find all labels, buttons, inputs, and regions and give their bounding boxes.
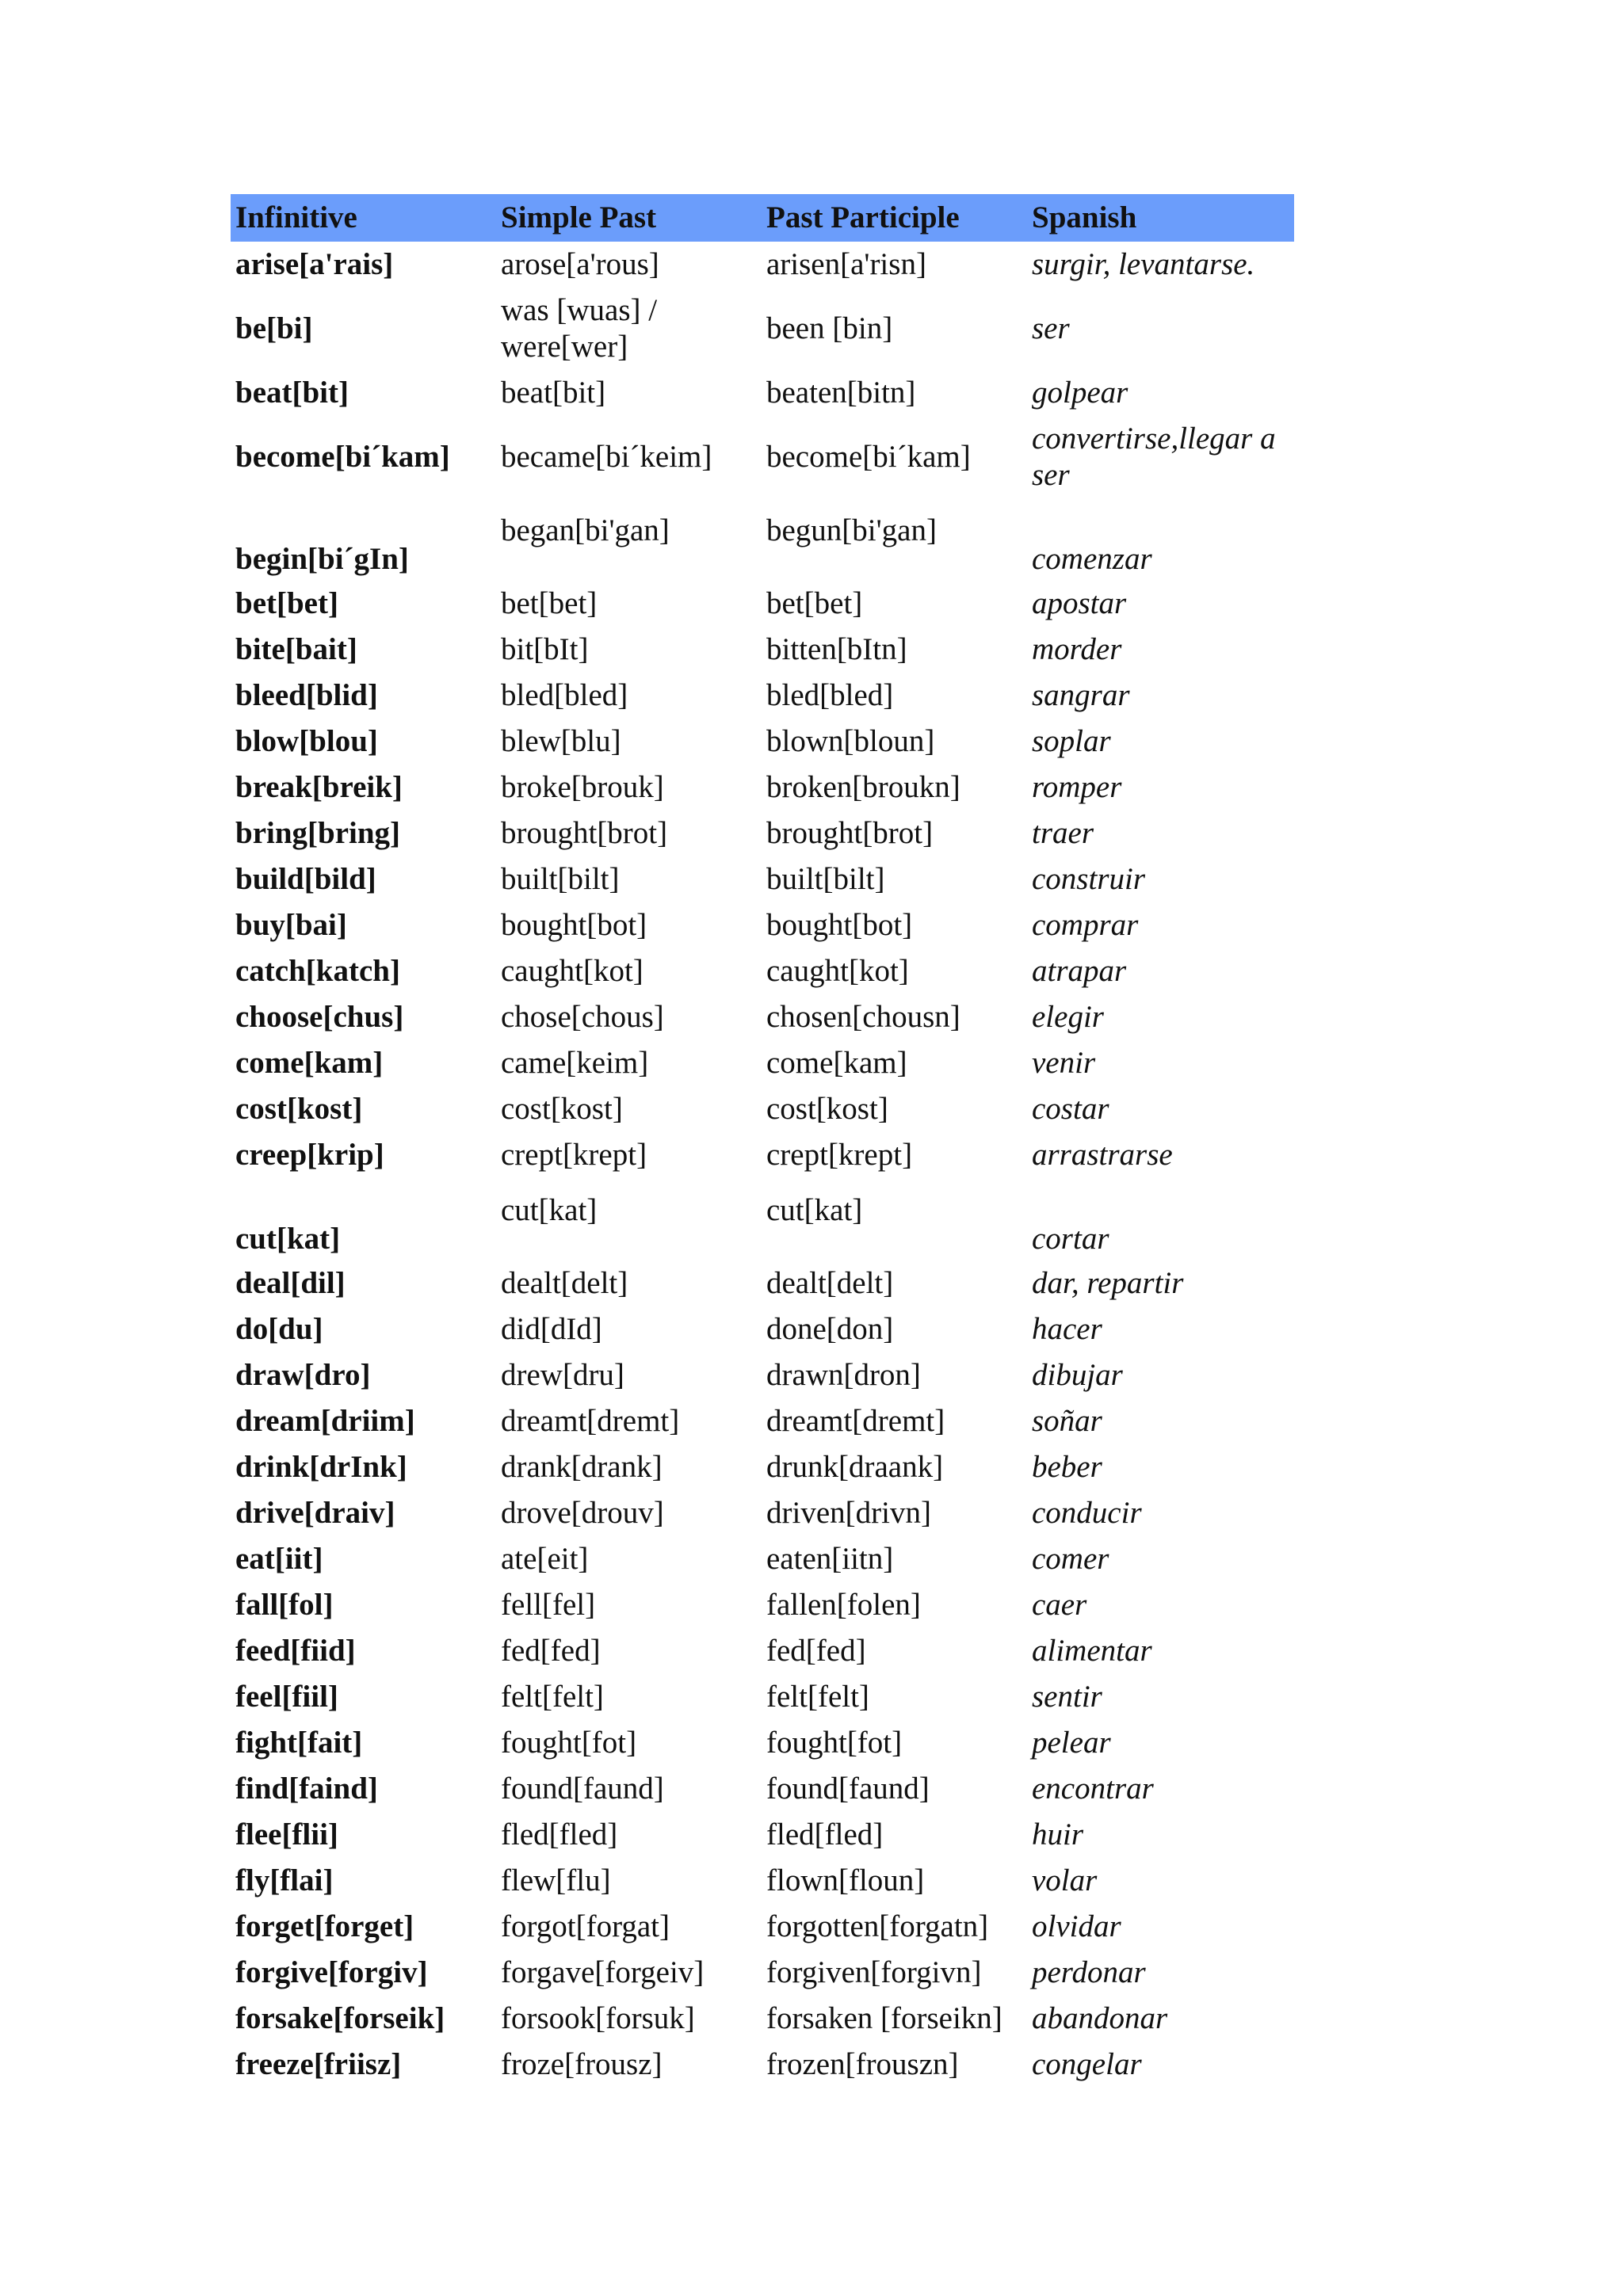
simple-past-cell: drove[drouv] bbox=[501, 1496, 664, 1530]
table-row bbox=[231, 902, 1294, 948]
past-participle-cell: broken[broukn] bbox=[766, 770, 960, 804]
spanish-cell: caer bbox=[1032, 1588, 1087, 1622]
simple-past-cell: dreamt[dremt] bbox=[501, 1404, 680, 1438]
simple-past-cell: fought[fot] bbox=[501, 1726, 637, 1760]
infinitive-cell: draw[dro] bbox=[235, 1358, 371, 1392]
infinitive-cell: cost[kost] bbox=[235, 1092, 363, 1126]
spanish-cell: costar bbox=[1032, 1092, 1109, 1126]
spanish-cell: comer bbox=[1032, 1542, 1109, 1576]
table-row bbox=[231, 498, 1294, 581]
past-participle-cell: bet[bet] bbox=[766, 586, 863, 620]
infinitive-cell: build[bild] bbox=[235, 862, 376, 896]
simple-past-cell: fell[fel] bbox=[501, 1588, 596, 1622]
infinitive-cell: forgive[forgiv] bbox=[235, 1955, 428, 1989]
infinitive-cell: forget[forget] bbox=[235, 1909, 414, 1943]
simple-past-cell: caught[kot] bbox=[501, 954, 643, 988]
table-row bbox=[231, 1444, 1294, 1490]
infinitive-cell: flee[flii] bbox=[235, 1817, 338, 1852]
spanish-cell: comprar bbox=[1032, 908, 1139, 942]
simple-past-cell: chose[chous] bbox=[501, 1000, 664, 1034]
infinitive-cell: cut[kat] bbox=[235, 1222, 341, 1256]
simple-past-cell: built[bilt] bbox=[501, 862, 620, 896]
simple-past-cell: cost[kost] bbox=[501, 1092, 623, 1126]
past-participle-cell: forsaken [forseikn] bbox=[766, 2001, 1002, 2035]
infinitive-cell: drive[draiv] bbox=[235, 1496, 395, 1530]
simple-past-cell: brought[brot] bbox=[501, 816, 668, 850]
past-participle-cell: eaten[iitn] bbox=[766, 1542, 894, 1576]
table-row bbox=[231, 1812, 1294, 1858]
spanish-cell: romper bbox=[1032, 770, 1122, 804]
infinitive-cell: be[bi] bbox=[235, 311, 313, 345]
past-participle-cell: forgotten[forgatn] bbox=[766, 1909, 989, 1943]
spanish-cell: alimentar bbox=[1032, 1634, 1152, 1668]
spanish-cell: pelear bbox=[1032, 1726, 1111, 1760]
table-row bbox=[231, 765, 1294, 810]
simple-past-cell: froze[frousz] bbox=[501, 2047, 663, 2081]
table-row bbox=[231, 948, 1294, 994]
past-participle-cell: crept[krept] bbox=[766, 1138, 913, 1172]
table-row bbox=[231, 370, 1294, 416]
table-row bbox=[231, 1306, 1294, 1352]
infinitive-cell: choose[chus] bbox=[235, 1000, 404, 1034]
spanish-cell: encontrar bbox=[1032, 1772, 1154, 1806]
infinitive-cell: bet[bet] bbox=[235, 586, 338, 620]
simple-past-cell: bought[bot] bbox=[501, 908, 647, 942]
simple-past-cell: broke[brouk] bbox=[501, 770, 664, 804]
infinitive-cell: creep[krip] bbox=[235, 1138, 384, 1172]
simple-past-cell: fed[fed] bbox=[501, 1634, 601, 1668]
spanish-cell: elegir bbox=[1032, 1000, 1104, 1034]
past-participle-cell: dreamt[dremt] bbox=[766, 1404, 945, 1438]
past-participle-cell: become[bi´kam] bbox=[766, 440, 971, 474]
table-row bbox=[231, 1720, 1294, 1766]
table-row bbox=[231, 1261, 1294, 1306]
past-participle-cell: built[bilt] bbox=[766, 862, 885, 896]
infinitive-cell: freeze[friisz] bbox=[235, 2047, 402, 2081]
simple-past-cell: found[faund] bbox=[501, 1772, 664, 1806]
infinitive-cell: become[bi´kam] bbox=[235, 440, 450, 474]
table-row bbox=[231, 1950, 1294, 1996]
table-row bbox=[231, 1132, 1294, 1178]
irregular-verbs-table bbox=[231, 194, 1294, 2088]
spanish-cell: dibujar bbox=[1032, 1358, 1123, 1392]
table-row bbox=[231, 1040, 1294, 1086]
past-participle-cell: fled[fled] bbox=[766, 1817, 884, 1852]
table-row bbox=[231, 242, 1294, 288]
past-participle-cell: blown[bloun] bbox=[766, 724, 935, 758]
infinitive-cell: catch[katch] bbox=[235, 954, 400, 988]
spanish-cell: volar bbox=[1032, 1863, 1098, 1897]
simple-past-cell: drew[dru] bbox=[501, 1358, 624, 1392]
simple-past-cell: ate[eit] bbox=[501, 1542, 589, 1576]
infinitive-cell: buy[bai] bbox=[235, 908, 347, 942]
spanish-cell: sentir bbox=[1032, 1680, 1102, 1714]
infinitive-cell: feel[fiil] bbox=[235, 1680, 338, 1714]
infinitive-cell: come[kam] bbox=[235, 1046, 384, 1080]
table-row bbox=[231, 1904, 1294, 1950]
past-participle-cell: done[don] bbox=[766, 1312, 894, 1346]
infinitive-cell: forsake[forseik] bbox=[235, 2001, 445, 2035]
simple-past-cell: crept[krept] bbox=[501, 1138, 647, 1172]
simple-past-cell: began[bi'gan] bbox=[501, 513, 670, 547]
table-row bbox=[231, 581, 1294, 627]
spanish-cell: olvidar bbox=[1032, 1909, 1121, 1943]
table-row bbox=[231, 1674, 1294, 1720]
past-participle-cell: fallen[folen] bbox=[766, 1588, 921, 1622]
table-row bbox=[231, 1996, 1294, 2042]
header-past-participle: Past Participle bbox=[762, 194, 1027, 242]
simple-past-cell: came[keim] bbox=[501, 1046, 649, 1080]
spanish-cell: apostar bbox=[1032, 586, 1127, 620]
simple-past-cell: felt[felt] bbox=[501, 1680, 604, 1714]
table-row bbox=[231, 288, 1294, 370]
simple-past-cell: was [wuas] / were[wer] bbox=[501, 293, 658, 364]
spanish-cell: surgir, levantarse. bbox=[1032, 247, 1255, 281]
spanish-cell: perdonar bbox=[1032, 1955, 1146, 1989]
spanish-cell: beber bbox=[1032, 1450, 1102, 1484]
table-row bbox=[231, 416, 1294, 498]
simple-past-cell: forgot[forgat] bbox=[501, 1909, 670, 1943]
infinitive-cell: fight[fait] bbox=[235, 1726, 363, 1760]
table-header-row bbox=[231, 194, 1294, 242]
infinitive-cell: dream[driim] bbox=[235, 1404, 415, 1438]
table-row bbox=[231, 1582, 1294, 1628]
spanish-cell: construir bbox=[1032, 862, 1146, 896]
spanish-cell: abandonar bbox=[1032, 2001, 1168, 2035]
simple-past-cell: became[bi´keim] bbox=[501, 440, 712, 474]
table-row bbox=[231, 719, 1294, 765]
infinitive-cell: bite[bait] bbox=[235, 632, 357, 666]
past-participle-cell: flown[floun] bbox=[766, 1863, 925, 1897]
infinitive-cell: begin[bi´gIn] bbox=[235, 542, 409, 576]
simple-past-cell: arose[a'rous] bbox=[501, 247, 659, 281]
table-row bbox=[231, 1858, 1294, 1904]
table-row bbox=[231, 810, 1294, 856]
header-simple-past: Simple Past bbox=[496, 194, 762, 242]
past-participle-cell: driven[drivn] bbox=[766, 1496, 931, 1530]
table-row bbox=[231, 994, 1294, 1040]
past-participle-cell: forgiven[forgivn] bbox=[766, 1955, 982, 1989]
past-participle-cell: bitten[bItn] bbox=[766, 632, 907, 666]
table-row bbox=[231, 1628, 1294, 1674]
past-participle-cell: fed[fed] bbox=[766, 1634, 866, 1668]
past-participle-cell: fought[fot] bbox=[766, 1726, 903, 1760]
infinitive-cell: fly[flai] bbox=[235, 1863, 334, 1897]
spanish-cell: convertirse,llegar a ser bbox=[1032, 421, 1276, 492]
table-row bbox=[231, 1086, 1294, 1132]
simple-past-cell: bled[bled] bbox=[501, 678, 628, 712]
spanish-cell: soplar bbox=[1032, 724, 1111, 758]
past-participle-cell: caught[kot] bbox=[766, 954, 909, 988]
table-row bbox=[231, 627, 1294, 673]
past-participle-cell: been [bin] bbox=[766, 311, 893, 345]
simple-past-cell: bit[bIt] bbox=[501, 632, 589, 666]
simple-past-cell: fled[fled] bbox=[501, 1817, 618, 1852]
spanish-cell: venir bbox=[1032, 1046, 1096, 1080]
past-participle-cell: arisen[a'risn] bbox=[766, 247, 926, 281]
past-participle-cell: frozen[frouszn] bbox=[766, 2047, 959, 2081]
infinitive-cell: find[faind] bbox=[235, 1772, 378, 1806]
simple-past-cell: forgave[forgeiv] bbox=[501, 1955, 705, 1989]
table-row bbox=[231, 673, 1294, 719]
past-participle-cell: chosen[chousn] bbox=[766, 1000, 960, 1034]
infinitive-cell: feed[fiid] bbox=[235, 1634, 356, 1668]
infinitive-cell: do[du] bbox=[235, 1312, 323, 1346]
infinitive-cell: eat[iit] bbox=[235, 1542, 323, 1576]
spanish-cell: arrastrarse bbox=[1032, 1138, 1173, 1172]
simple-past-cell: dealt[delt] bbox=[501, 1266, 628, 1300]
past-participle-cell: drawn[dron] bbox=[766, 1358, 921, 1392]
table-row bbox=[231, 1536, 1294, 1582]
simple-past-cell: cut[kat] bbox=[501, 1193, 598, 1227]
table-row bbox=[231, 856, 1294, 902]
table-row bbox=[231, 1352, 1294, 1398]
past-participle-cell: found[faund] bbox=[766, 1772, 930, 1806]
infinitive-cell: drink[drInk] bbox=[235, 1450, 407, 1484]
simple-past-cell: drank[drank] bbox=[501, 1450, 663, 1484]
table-row bbox=[231, 1398, 1294, 1444]
past-participle-cell: begun[bi'gan] bbox=[766, 513, 937, 547]
table-row bbox=[231, 1490, 1294, 1536]
infinitive-cell: bleed[blid] bbox=[235, 678, 378, 712]
spanish-cell: golpear bbox=[1032, 376, 1128, 410]
simple-past-cell: blew[blu] bbox=[501, 724, 621, 758]
past-participle-cell: come[kam] bbox=[766, 1046, 907, 1080]
spanish-cell: hacer bbox=[1032, 1312, 1102, 1346]
spanish-cell: traer bbox=[1032, 816, 1094, 850]
infinitive-cell: deal[dil] bbox=[235, 1266, 346, 1300]
spanish-cell: congelar bbox=[1032, 2047, 1142, 2081]
simple-past-cell: bet[bet] bbox=[501, 586, 598, 620]
spanish-cell: comenzar bbox=[1032, 542, 1152, 576]
spanish-cell: cortar bbox=[1032, 1222, 1109, 1256]
simple-past-cell: beat[bit] bbox=[501, 376, 606, 410]
table-body bbox=[231, 242, 1294, 2088]
past-participle-cell: beaten[bitn] bbox=[766, 376, 916, 410]
past-participle-cell: cost[kost] bbox=[766, 1092, 888, 1126]
table-row bbox=[231, 1178, 1294, 1261]
spanish-cell: sangrar bbox=[1032, 678, 1130, 712]
past-participle-cell: bought[bot] bbox=[766, 908, 913, 942]
infinitive-cell: fall[fol] bbox=[235, 1588, 334, 1622]
infinitive-cell: bring[bring] bbox=[235, 816, 401, 850]
simple-past-cell: did[dId] bbox=[501, 1312, 602, 1346]
past-participle-cell: brought[brot] bbox=[766, 816, 934, 850]
table-row bbox=[231, 1766, 1294, 1812]
past-participle-cell: bled[bled] bbox=[766, 678, 894, 712]
infinitive-cell: blow[blou] bbox=[235, 724, 378, 758]
infinitive-cell: break[breik] bbox=[235, 770, 403, 804]
infinitive-cell: arise[a'rais] bbox=[235, 247, 394, 281]
past-participle-cell: felt[felt] bbox=[766, 1680, 869, 1714]
spanish-cell: huir bbox=[1032, 1817, 1084, 1852]
spanish-cell: morder bbox=[1032, 632, 1122, 666]
header-spanish: Spanish bbox=[1027, 194, 1294, 242]
past-participle-cell: dealt[delt] bbox=[766, 1266, 894, 1300]
table-row bbox=[231, 2042, 1294, 2088]
header-infinitive: Infinitive bbox=[231, 194, 496, 242]
past-participle-cell: cut[kat] bbox=[766, 1193, 863, 1227]
simple-past-cell: forsook[forsuk] bbox=[501, 2001, 695, 2035]
spanish-cell: dar, repartir bbox=[1032, 1266, 1184, 1300]
spanish-cell: soñar bbox=[1032, 1404, 1102, 1438]
spanish-cell: ser bbox=[1032, 311, 1070, 345]
infinitive-cell: beat[bit] bbox=[235, 376, 349, 410]
spanish-cell: atrapar bbox=[1032, 954, 1127, 988]
simple-past-cell: flew[flu] bbox=[501, 1863, 611, 1897]
spanish-cell: conducir bbox=[1032, 1496, 1142, 1530]
past-participle-cell: drunk[draank] bbox=[766, 1450, 944, 1484]
